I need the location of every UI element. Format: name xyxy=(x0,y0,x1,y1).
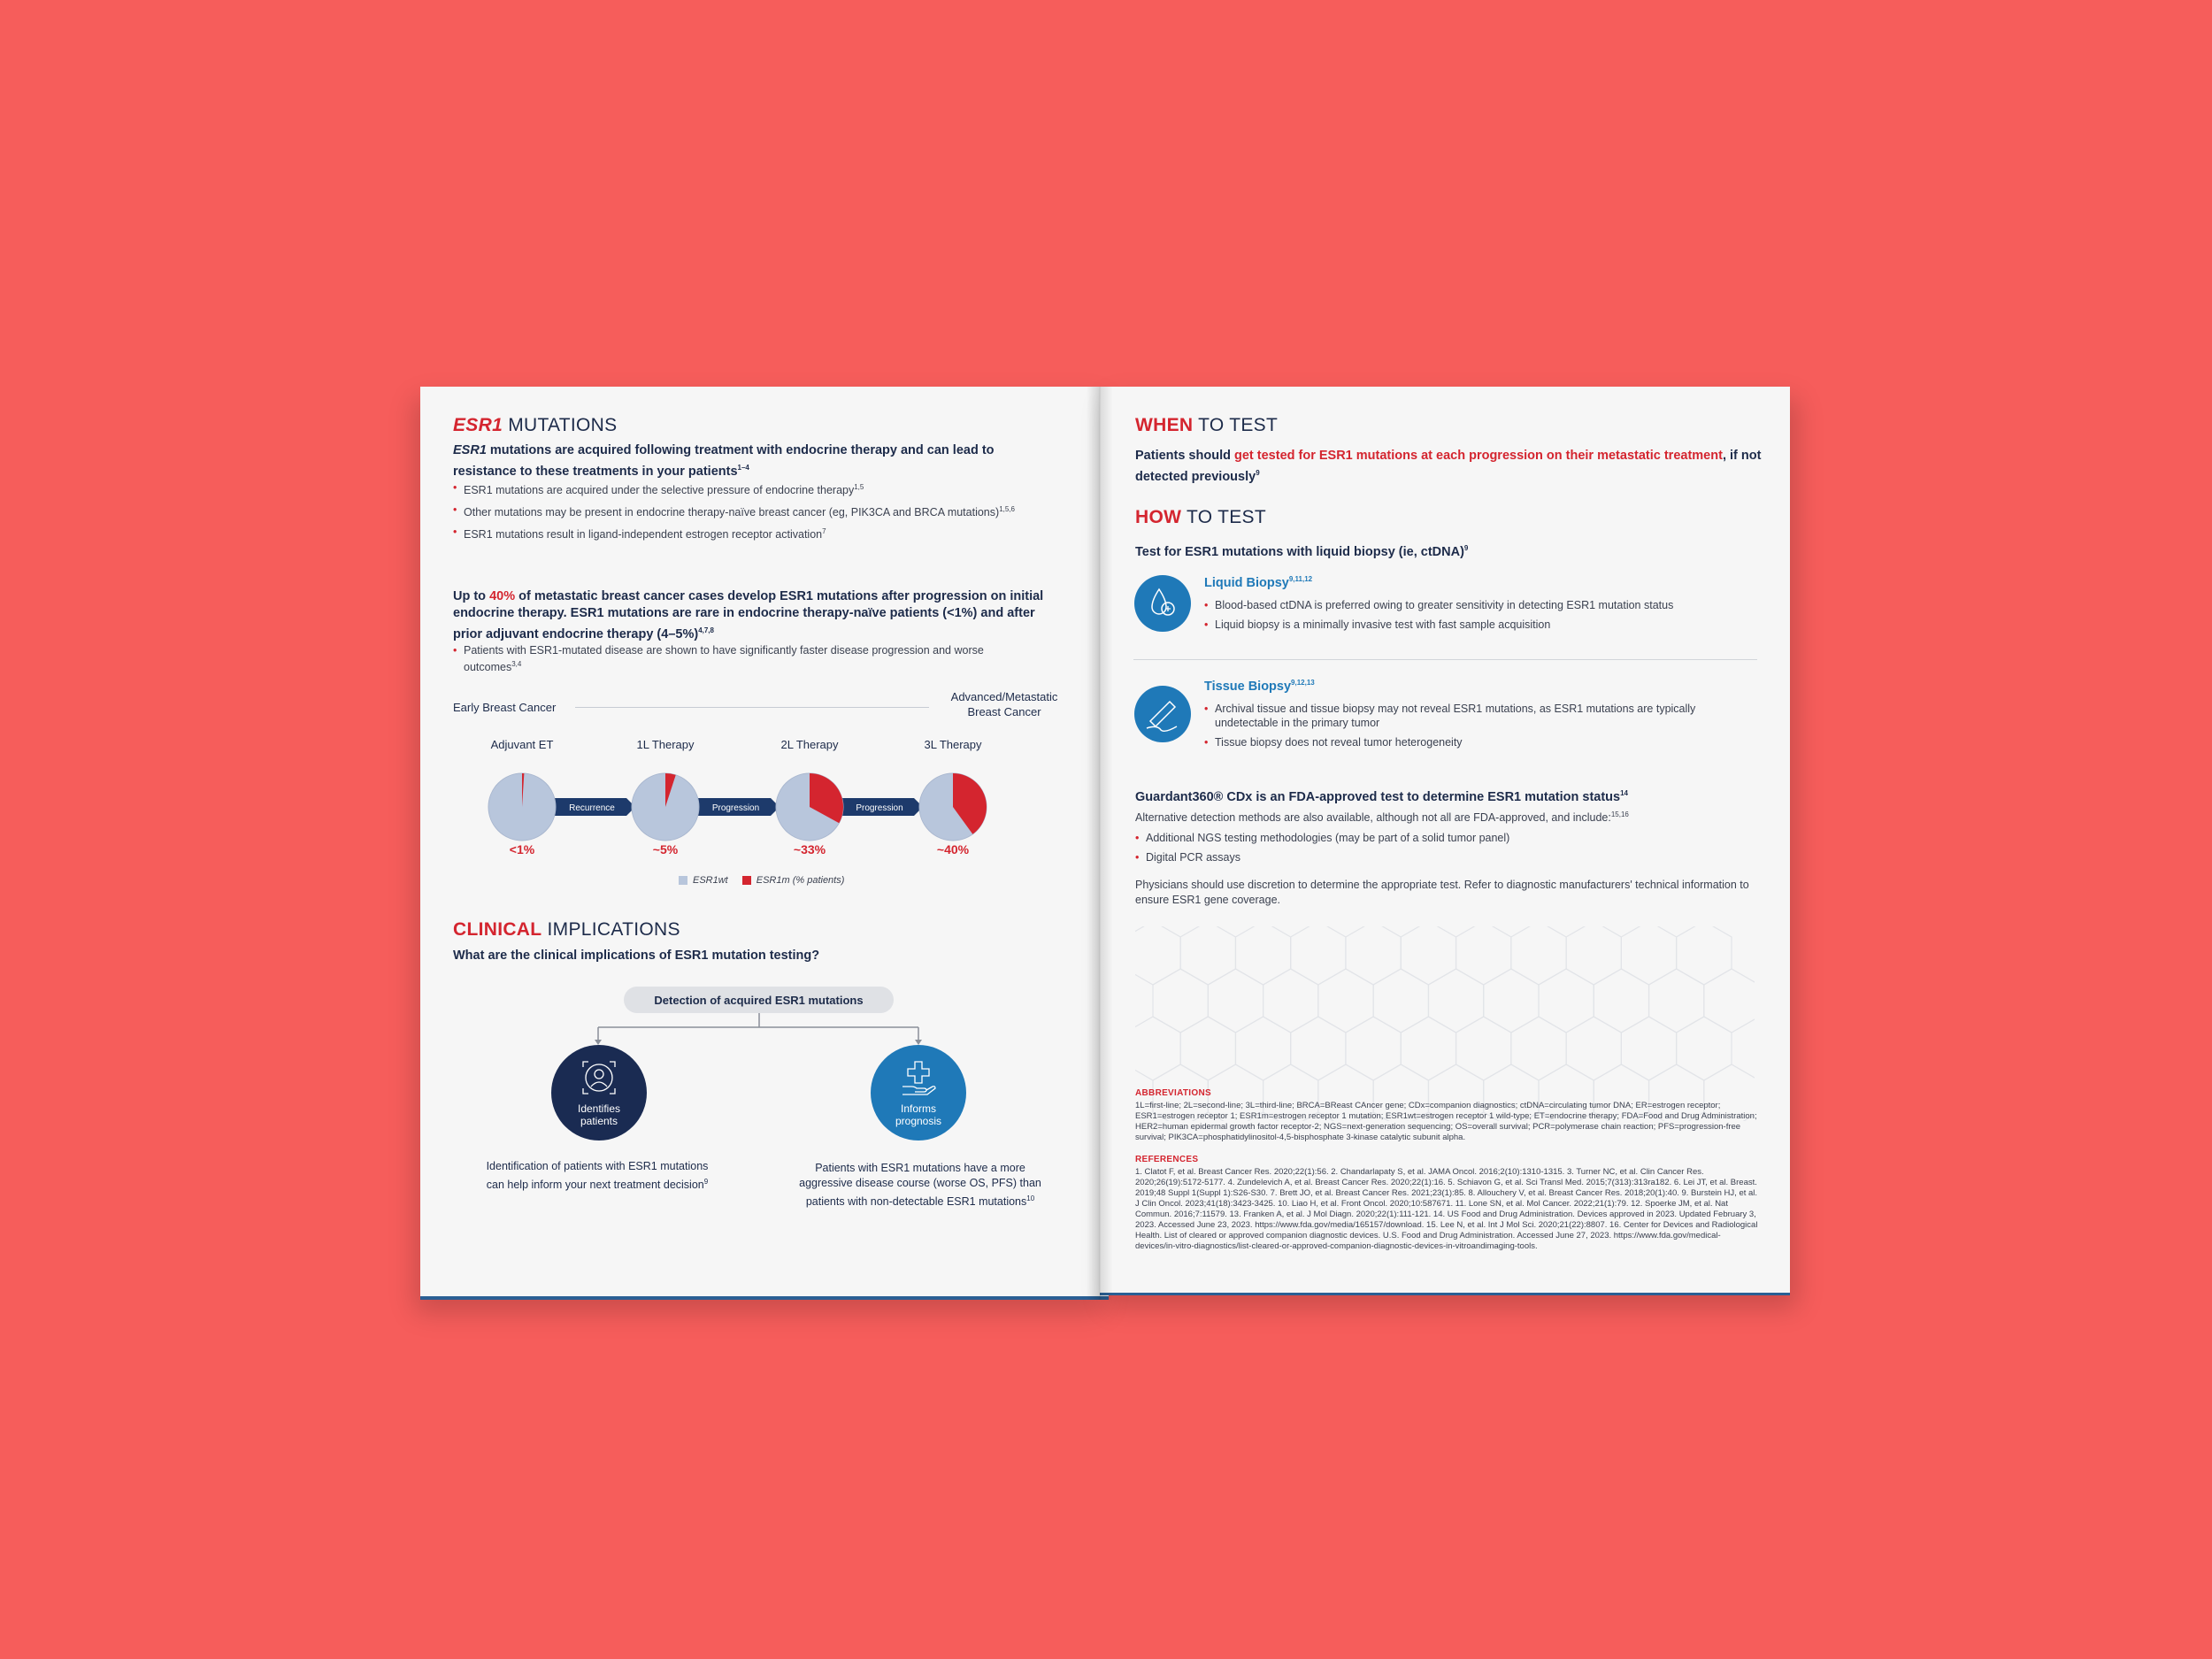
esr1-mutations-title: ESR1 MUTATIONS xyxy=(453,415,618,435)
lead-paragraph-1: ESR1 mutations are acquired following treatment with endocrine therapy and can lead to resistance to these treatments in your patients$^{1-4}$ xyxy=(453,443,995,479)
pie-label-0: Adjuvant ET xyxy=(490,738,554,751)
blood-drop-icon xyxy=(1134,575,1191,632)
references-text: 1. Clatot F, et al. Breast Cancer Res. 2020;22(1):56. 2. Chandarlapaty S, et al. JAMA Oncol. 2016;2(10):1310-1315. 3. Turner NC, et al. Clin Cancer Res. 2020;26(19):5172-5177. 4. Zundelevich A, et al. Breast Cancer Res. 2020;22(1):16. 5. Schiavon G, et al. Sci Transl Med. 2015;7(313):313ra182. 6. Lei JT, et al. Breast. 2019;48 Suppl 1(Suppl 1):S26-S30. 7. Brett JO, et al. Breast Cancer Res. 2021;23(1):85. 8. Allouchery V, et al. Breast Cancer Res. 2018;20(1):40. 9. Burstein HJ, et al. J Clin Oncol. 2023;41(18):3423-3425. 10. Liao H, et al. Front Oncol. 2020;10:587671. 11. Lone SN, et al. Mol Cancer. 2022;21(1):79. 12. Spoerke JM, et al. Nat Commun. 2016;7:11579. 13. Franken A, et al. J Mol Diagn. 2020;22(1):111-121. 14. US Food and Drug Administration. Devices approved in 2023. Updated February 3, 2023. Accessed June 23, 2023. https://www.fda.gov/media/165157/download. 15. Lee N, et al. Int J Mol Sci. 2020;21(22):8807. 16. Center for Devices and Radiological Health. List of cleared or approved companion diagnostic devices. U.S. Food and Drug Administration. Accessed June 27, 2023. https://www.fda.gov/medical-devices/in-vitro-diagnostics/list-cleared-or-approved-companion-diagnostic-devices-in-vitroandimaging-tools. xyxy=(1135,1167,1758,1251)
pie-pct-1: ~5% xyxy=(652,842,679,856)
legend-swatch-m xyxy=(742,876,751,885)
pie-pct-0: <1% xyxy=(509,842,535,856)
hand-cross-icon xyxy=(899,1058,938,1097)
informs-caption: Patients with ESR1 mutations have a more aggressive disease course (worse OS, PFS) than patients with non-detectable ESR1 mutations$^{10}$ xyxy=(799,1162,1041,1209)
alt-methods: Alternative detection methods are also available, although not all are FDA-approved, and include:$^{15,16}$ xyxy=(1135,810,1629,825)
pie-legend xyxy=(679,875,844,886)
abbreviations-title: ABBREVIATIONS xyxy=(1135,1088,1211,1098)
tissue-scalpel-icon xyxy=(1134,686,1191,742)
bullet-item: • ESR1 mutations result in ligand-independent estrogen receptor activation$^7$ xyxy=(453,525,1019,541)
left-page xyxy=(420,387,1109,1300)
pie-arrow-label: Progression xyxy=(856,803,903,813)
bullet-item: • Archival tissue and tissue biopsy may not reveal ESR1 mutations, as ESR1 mutations are typically undetectable in the primary tumor xyxy=(1204,702,1744,730)
legend-label-wt: ESR1wt xyxy=(693,875,728,886)
pie-label-3: 3L Therapy xyxy=(924,738,982,751)
abbreviations-text: 1L=first-line; 2L=second-line; 3L=third-line; BRCA=BReast CAncer gene; CDx=companion diagnostics; ctDNA=circulating tumor DNA; ER=estrogen receptor; ESR1=estrogen receptor 1; ESR1m=estrogen receptor 1 mutation; ESR1wt=estrogen receptor 1 wild-type; ET=endocrine therapy; FDA=Food and Drug Administration; HER2=human epidermal growth factor receptor-2; NGS=next-generation sequencing; OS=overall survival; PCR=polymerase chain reaction; PFS=progression-free survival; PIK3CA=phosphatidylinositol-4,5-bisphosphate 3-kinase catalytic subunit alpha. xyxy=(1135,1101,1757,1142)
target-person-icon xyxy=(580,1058,618,1097)
bullet-item: • Patients with ESR1-mutated disease are shown to have significantly faster disease progression and worse outcomes$^{3,4}$ xyxy=(453,643,1019,674)
references-title: REFERENCES xyxy=(1135,1155,1199,1164)
clinical-question: What are the clinical implications of ESR1 mutation testing? xyxy=(453,949,820,963)
detection-box: Detection of acquired ESR1 mutations xyxy=(624,987,894,1013)
detection-connector xyxy=(420,1013,1109,1057)
informs-prognosis-circle: Informs prognosis xyxy=(871,1045,966,1141)
liquid-bullets xyxy=(1204,598,1770,637)
pie-label-2: 2L Therapy xyxy=(780,738,839,751)
pie-chart-row xyxy=(420,758,1109,856)
legend-swatch-wt xyxy=(679,876,687,885)
pie-arrow-label: Progression xyxy=(711,803,760,813)
bullet-item: • ESR1 mutations are acquired under the selective pressure of endocrine therapy$^{1,5}$ xyxy=(453,480,1019,497)
bullets-1 xyxy=(453,480,1019,547)
tissue-biopsy-title: Tissue Biopsy$^{9,12,13}$ xyxy=(1204,679,1315,694)
bullet-item: • Other mutations may be present in endocrine therapy-naïve breast cancer (eg, PIK3CA and BRCA mutations)$^{1,5,6}$ xyxy=(453,503,1019,519)
divider xyxy=(1133,659,1757,660)
bullet-item: • Blood-based ctDNA is preferred owing to greater sensitivity in detecting ESR1 mutation status xyxy=(1204,598,1770,612)
pie-arrow-label: Recurrence xyxy=(569,803,615,813)
how-lead: Test for ESR1 mutations with liquid biopsy (ie, ctDNA)$^9$ xyxy=(1135,544,1469,559)
lead-paragraph-2: Up to 40% of metastatic breast cancer cases develop ESR1 mutations after progression on initial endocrine therapy. ESR1 mutations are rare in endocrine therapy-naïve patients (<1%) and after prior adjuvant endocrine therapy $(4-5\%)^{4,7,8}$ xyxy=(453,589,1044,641)
liquid-biopsy-title: Liquid Biopsy$^{9,11,12}$ xyxy=(1204,575,1313,590)
timeline-end-label: Advanced/Metastatic Breast Cancer xyxy=(950,690,1058,718)
hexagon-pattern xyxy=(1135,926,1755,1121)
identifies-patients-circle: Identifies patients xyxy=(551,1045,647,1141)
identifies-caption: Identification of patients with ESR1 mutations can help inform your next treatment decision$^9$ xyxy=(486,1160,709,1192)
how-to-test-title: HOW TO TEST xyxy=(1135,507,1266,527)
bullet-item: • Additional NGS testing methodologies (may be part of a solid tumor panel) xyxy=(1135,831,1755,845)
clinical-implications-title: CLINICAL IMPLICATIONS xyxy=(453,919,680,940)
legend-label-m: ESR1m (% patients) xyxy=(756,875,845,886)
timeline-line xyxy=(575,707,929,708)
pie-label-1: 1L Therapy xyxy=(636,738,695,751)
bullet-item: • Digital PCR assays xyxy=(1135,850,1755,864)
when-to-test-title: WHEN TO TEST xyxy=(1135,415,1279,435)
pie-pct-3: ~40% xyxy=(936,842,970,856)
physicians-note: Physicians should use discretion to determine the appropriate test. Refer to diagnostic manufacturers' technical information to ensure ESR1 gene coverage. xyxy=(1135,879,1749,906)
bullet-item: • Tissue biopsy does not reveal tumor heterogeneity xyxy=(1204,735,1744,749)
pie-pct-2: ~33% xyxy=(793,842,826,856)
guardant-line: Guardant360® CDx is an FDA-approved test to determine ESR1 mutation status$^{14}$ xyxy=(1135,789,1629,804)
right-page xyxy=(1100,387,1790,1295)
bullet-item: • Liquid biopsy is a minimally invasive test with fast sample acquisition xyxy=(1204,618,1770,632)
timeline-start-label: Early Breast Cancer xyxy=(453,701,557,714)
tissue-bullets xyxy=(1204,702,1744,755)
bullets-2 xyxy=(453,643,1019,680)
alt-bullets xyxy=(1135,831,1755,870)
when-lead: Patients should get tested for ESR1 mutations at each progression on their metastatic treatment, if not detected previously$^9$ xyxy=(1135,449,1762,484)
